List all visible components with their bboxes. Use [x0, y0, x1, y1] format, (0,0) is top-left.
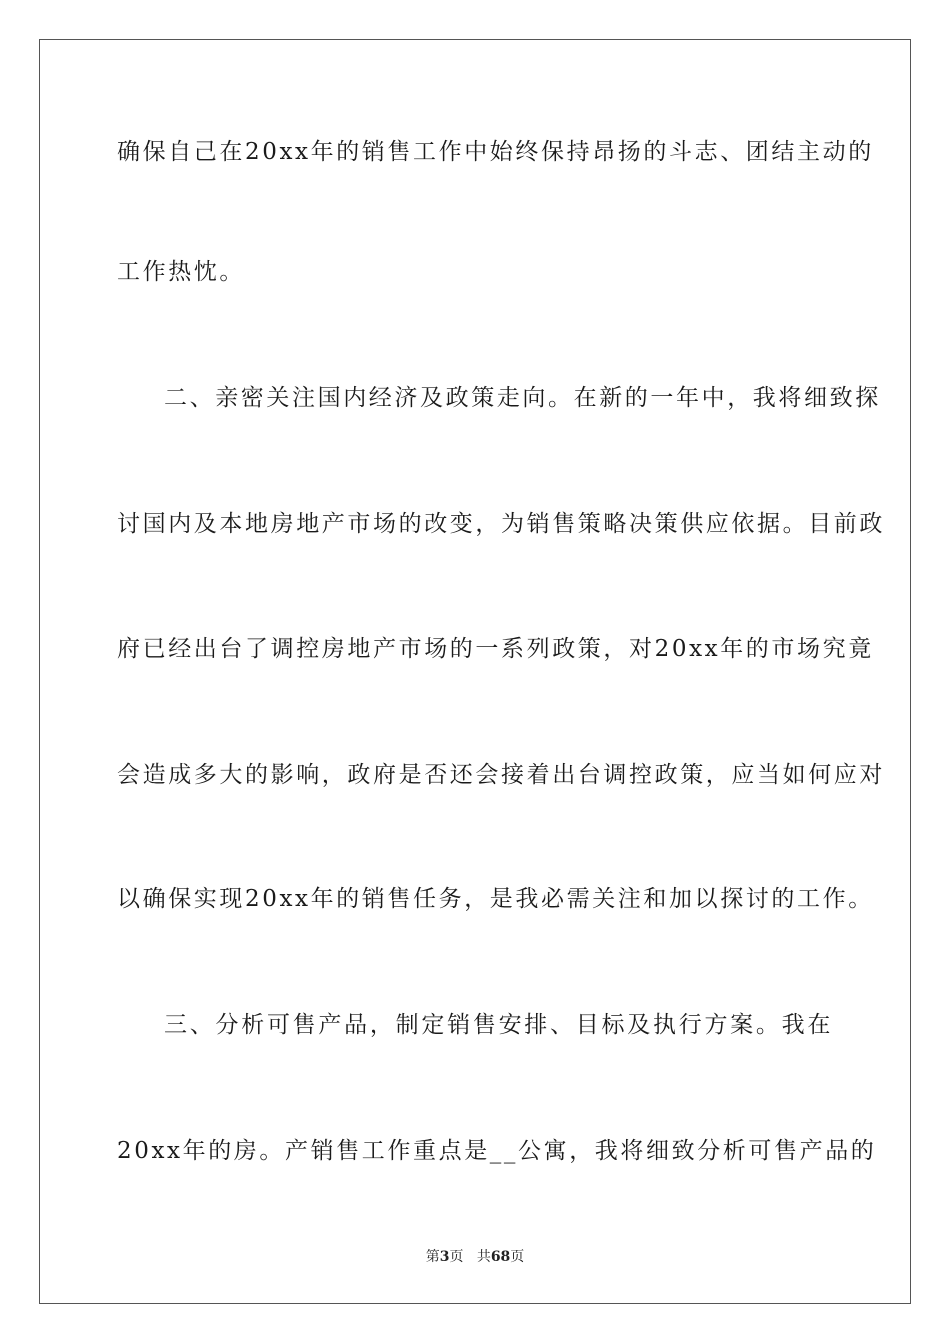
body-text-line: 会造成多大的影响，政府是否还会接着出台调控政策，应当如何应对: [117, 762, 885, 788]
page-border: [39, 39, 911, 1304]
total-prefix: 共: [476, 1249, 491, 1265]
page-current: 3: [439, 1249, 450, 1265]
total-suffix: 页: [510, 1249, 525, 1265]
body-text-line: 工作热忱。: [117, 259, 245, 285]
body-text-line: 讨国内及本地房地产市场的改变，为销售策略决策供应依据。目前政: [117, 511, 885, 537]
body-text-line: 以确保实现20xx年的销售任务，是我必需关注和加以探讨的工作。: [117, 886, 874, 912]
body-text-line: 三、分析可售产品，制定销售安排、目标及执行方案。我在: [164, 1012, 833, 1038]
page-prefix: 第: [425, 1249, 440, 1265]
page-number-footer: [0, 1248, 950, 1266]
body-text-line: 20xx年的房。产销售工作重点是__公寓，我将细致分析可售产品的: [117, 1138, 877, 1164]
body-text-line: 府已经出台了调控房地产市场的一系列政策，对20xx年的市场究竟: [117, 636, 874, 662]
body-text-line: 二、亲密关注国内经济及政策走向。在新的一年中，我将细致探: [164, 385, 881, 411]
page-total: 68: [490, 1249, 511, 1265]
body-text-line: 确保自己在20xx年的销售工作中始终保持昂扬的斗志、团结主动的: [117, 139, 874, 165]
page-suffix: 页: [449, 1249, 464, 1265]
